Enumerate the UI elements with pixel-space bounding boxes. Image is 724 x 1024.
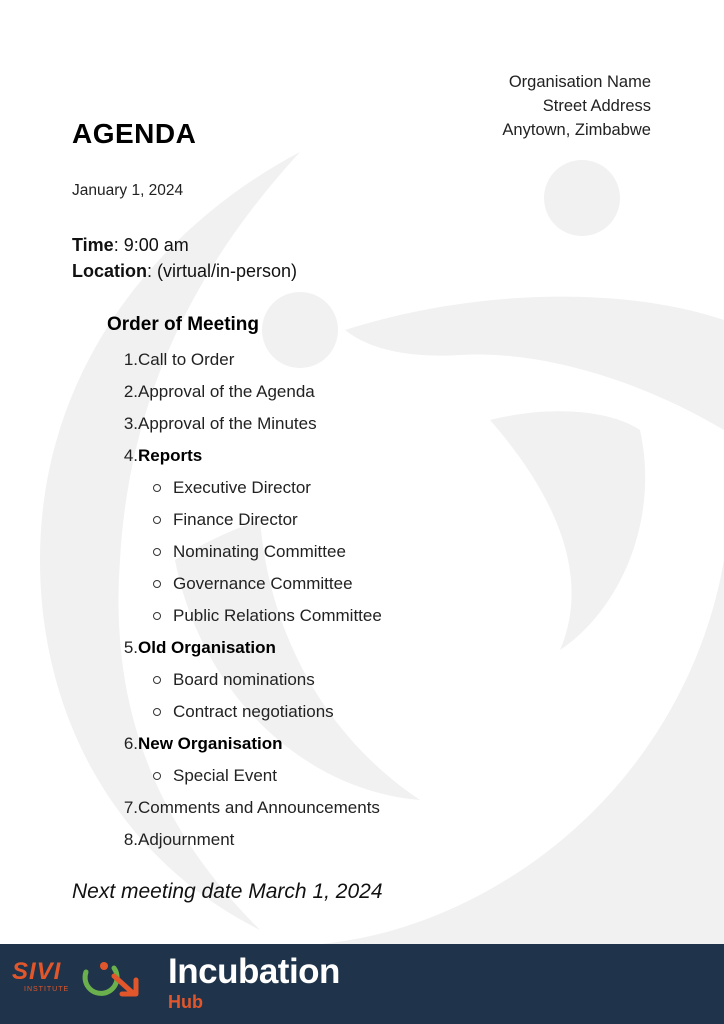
agenda-item-label: Old Organisation bbox=[138, 638, 276, 657]
agenda-item-line bbox=[113, 632, 633, 664]
organisation-address bbox=[502, 70, 651, 142]
agenda-item-line bbox=[113, 344, 633, 376]
agenda-sub-item-label: Nominating Committee bbox=[173, 542, 346, 561]
agenda-sub-item bbox=[153, 568, 633, 600]
agenda-item-number: 3. bbox=[123, 414, 138, 433]
page-title: AGENDA bbox=[72, 118, 197, 149]
agenda-item-number: 8. bbox=[123, 830, 138, 849]
agenda-item bbox=[113, 728, 633, 792]
circle-bullet-icon bbox=[153, 516, 161, 524]
agenda-list bbox=[113, 344, 633, 856]
time-line bbox=[72, 232, 297, 258]
agenda-item-line bbox=[113, 376, 633, 408]
agenda-sub-item-label: Public Relations Committee bbox=[173, 606, 382, 625]
agenda-item-line bbox=[113, 408, 633, 440]
agenda-sub-item-label: Executive Director bbox=[173, 478, 311, 497]
circle-bullet-icon bbox=[153, 612, 161, 620]
agenda-item-line bbox=[113, 824, 633, 856]
agenda-item bbox=[113, 344, 633, 376]
city-country: Anytown, Zimbabwe bbox=[502, 121, 651, 139]
agenda-item-label: Reports bbox=[138, 446, 203, 465]
agenda-sub-item bbox=[153, 760, 633, 792]
agenda-sub-item-label: Contract negotiations bbox=[173, 702, 334, 721]
agenda-item bbox=[113, 792, 633, 824]
organisation-name: Organisation Name bbox=[508, 73, 651, 91]
agenda-sub-item bbox=[153, 600, 633, 632]
agenda-sub-item bbox=[153, 664, 633, 696]
agenda-item-line bbox=[113, 792, 633, 824]
agenda-item bbox=[113, 440, 633, 632]
agenda-item-label: Comments and Announcements bbox=[138, 798, 380, 817]
agenda-item-label: Call to Order bbox=[138, 350, 235, 369]
circle-bullet-icon bbox=[153, 772, 161, 780]
meeting-date: January 1, 2024 bbox=[72, 182, 184, 199]
agenda-item-number: 7. bbox=[123, 798, 138, 817]
location-label: Location bbox=[72, 261, 147, 281]
agenda-sub-list bbox=[113, 472, 633, 632]
agenda-item-label: Approval of the Minutes bbox=[138, 414, 317, 433]
agenda-sub-item-label: Special Event bbox=[173, 766, 277, 785]
agenda-item bbox=[113, 632, 633, 728]
agenda-item bbox=[113, 408, 633, 440]
agenda-sub-item bbox=[153, 536, 633, 568]
circle-bullet-icon bbox=[153, 548, 161, 556]
location-value: : (virtual/in-person) bbox=[147, 261, 298, 281]
agenda-item-number: 4. bbox=[123, 446, 138, 465]
circle-bullet-icon bbox=[153, 484, 161, 492]
sivi-logo-icon bbox=[78, 954, 154, 1004]
agenda-item bbox=[113, 824, 633, 856]
agenda-sub-item bbox=[153, 472, 633, 504]
sivi-institute-text: INSTITUTE bbox=[24, 986, 70, 993]
agenda-sub-item-label: Finance Director bbox=[173, 510, 298, 529]
agenda-item-number: 2. bbox=[123, 382, 138, 401]
agenda-item-line bbox=[113, 440, 633, 472]
agenda-item-label: Adjournment bbox=[138, 830, 235, 849]
order-of-meeting-heading: Order of Meeting bbox=[107, 314, 260, 335]
agenda-sub-list bbox=[113, 664, 633, 728]
sivi-logo-text: SIVI bbox=[12, 958, 62, 985]
meeting-details bbox=[72, 232, 297, 284]
circle-bullet-icon bbox=[153, 580, 161, 588]
agenda-sub-item bbox=[153, 504, 633, 536]
agenda-item-number: 6. bbox=[123, 734, 138, 753]
agenda-sub-item bbox=[153, 696, 633, 728]
agenda-item-label: Approval of the Agenda bbox=[138, 382, 315, 401]
agenda-item-number: 5. bbox=[123, 638, 138, 657]
agenda-sub-list bbox=[113, 760, 633, 792]
agenda-sub-item-label: Board nominations bbox=[173, 670, 315, 689]
footer-banner bbox=[0, 944, 724, 1024]
hub-logo-text: Hub bbox=[168, 992, 203, 1012]
street-address: Street Address bbox=[542, 97, 651, 115]
agenda-sub-item-label: Governance Committee bbox=[173, 574, 353, 593]
circle-bullet-icon bbox=[153, 676, 161, 684]
agenda-item bbox=[113, 376, 633, 408]
circle-bullet-icon bbox=[153, 708, 161, 716]
next-meeting-note: Next meeting date March 1, 2024 bbox=[72, 880, 383, 903]
incubation-logo-text: Incubation bbox=[168, 952, 340, 991]
time-value: : 9:00 am bbox=[113, 235, 189, 255]
agenda-item-label: New Organisation bbox=[138, 734, 283, 753]
agenda-item-number: 1. bbox=[123, 350, 138, 369]
location-line bbox=[72, 258, 297, 284]
time-label: Time bbox=[72, 235, 114, 255]
agenda-item-line bbox=[113, 728, 633, 760]
